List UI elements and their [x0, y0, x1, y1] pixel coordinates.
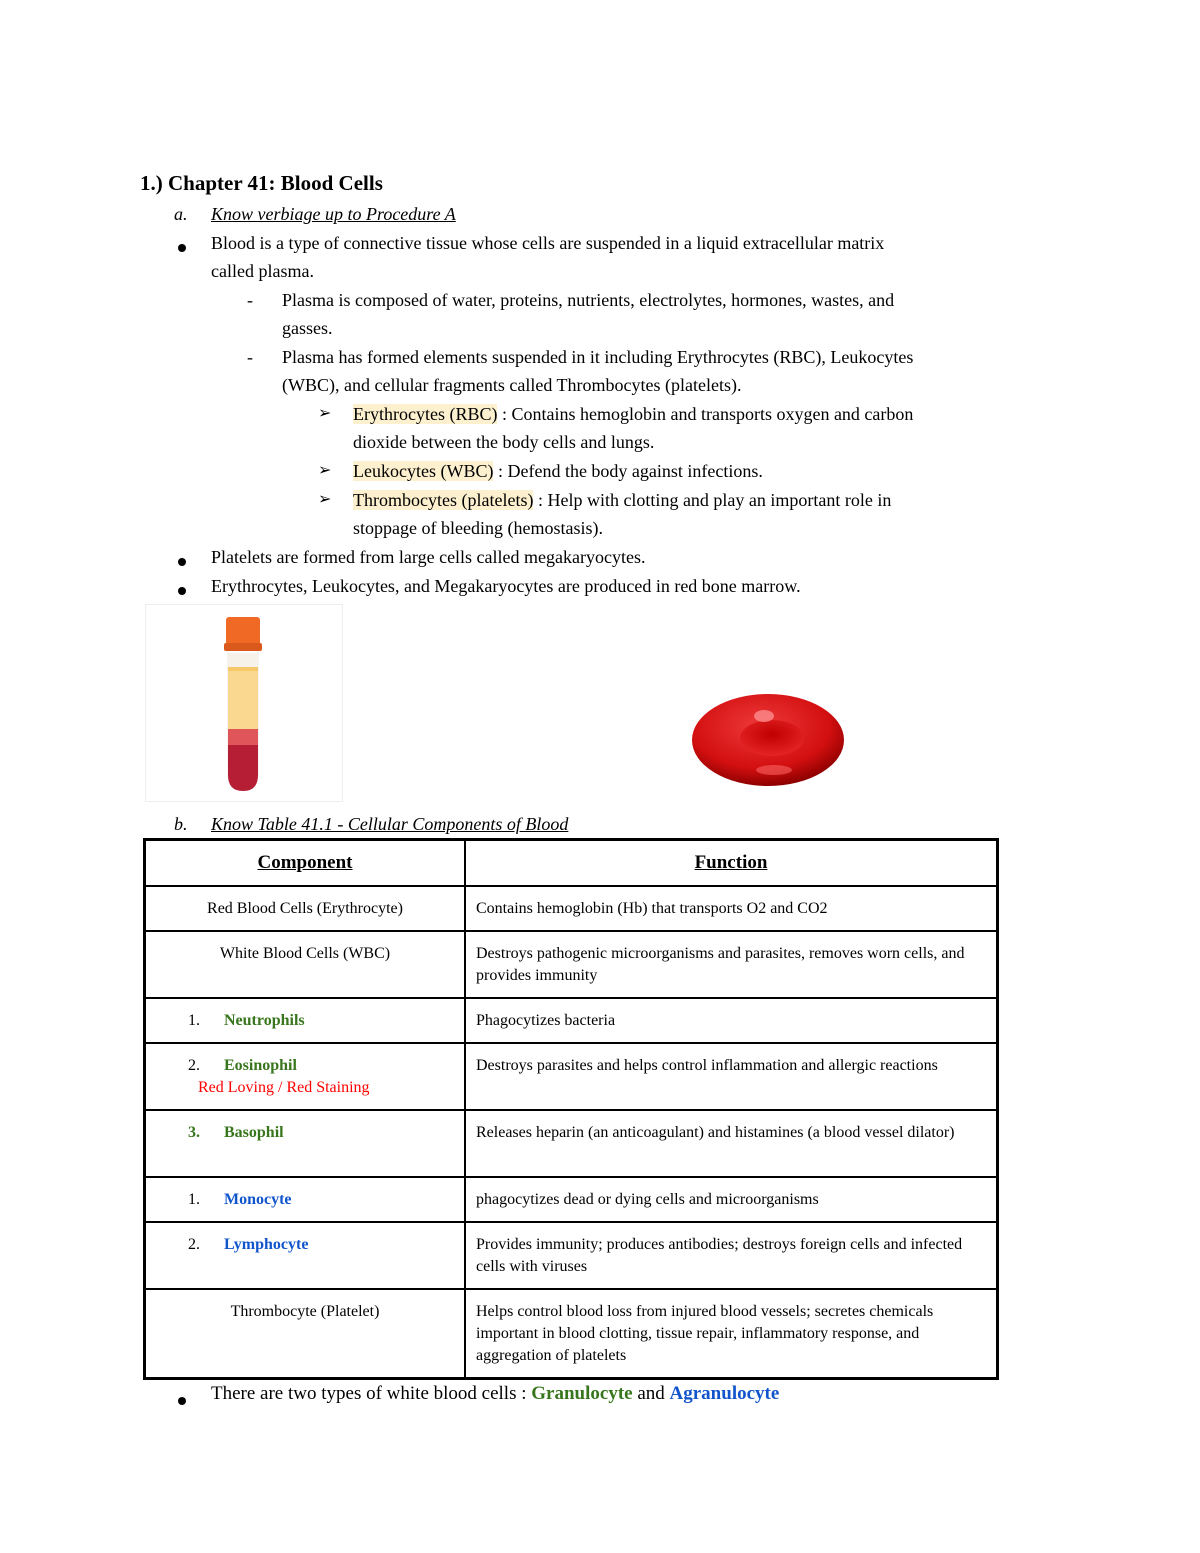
red-blood-cell-image [688, 688, 848, 788]
cellular-components-table [143, 838, 999, 1380]
blood-tube-image [145, 604, 343, 802]
cell-name-neutrophils: Neutrophils [224, 1012, 305, 1029]
item-number: 2. [188, 1236, 200, 1253]
arrow-item-platelets [353, 486, 891, 514]
dash-marker: - [247, 347, 253, 367]
item-a-text: Know verbiage up to Procedure A [211, 204, 456, 224]
cell-function: Contains hemoglobin (Hb) that transports O2 and CO2 [465, 886, 998, 931]
cell-component: Red Blood Cells (Erythrocyte) [145, 886, 466, 931]
arrow-item-rbc [353, 400, 913, 428]
list-marker-a: a. [174, 204, 188, 224]
eosinophil-note: Red Loving / Red Staining [198, 1079, 370, 1096]
cell-component [145, 1177, 466, 1222]
sub1-line1: Plasma is composed of water, proteins, nutrients, electrolytes, hormones, wastes, and [282, 290, 895, 310]
item-number: 1. [188, 1012, 200, 1029]
cell-component [145, 1043, 466, 1110]
item-b-text: Know Table 41.1 - Cellular Components of Blood [211, 814, 569, 834]
cell-function: Provides immunity; produces antibodies; destroys foreign cells and infected cells with viruses [465, 1222, 998, 1289]
term-leukocytes: Leukocytes (WBC) [353, 461, 494, 481]
cell-name-basophil: Basophil [224, 1124, 284, 1141]
cell-name-monocyte: Monocyte [224, 1191, 292, 1208]
sub1-line2: gasses. [282, 318, 333, 338]
item-number: 3. [188, 1124, 200, 1141]
bullet4-and: and [632, 1383, 670, 1404]
arrow-marker: ➢ [318, 462, 332, 479]
item-number: 1. [188, 1191, 200, 1208]
dash-marker: - [247, 290, 253, 310]
cell-component [145, 998, 466, 1043]
table-row [145, 931, 998, 998]
table-row [145, 1289, 998, 1378]
cell-function: phagocytizes dead or dying cells and microorganisms [465, 1177, 998, 1222]
table-header-row [145, 840, 998, 887]
cell-function: Releases heparin (an anticoagulant) and histamines (a blood vessel dilator) [465, 1110, 998, 1177]
arrow-item-platelets-line2: stoppage of bleeding (hemostasis). [353, 518, 603, 538]
bullet4-prefix: There are two types of white blood cells : [211, 1383, 532, 1404]
bullet-dot [178, 1392, 186, 1410]
item-number: 2. [188, 1057, 200, 1074]
agranulocyte-term: Agranulocyte [669, 1383, 780, 1404]
cell-component: White Blood Cells (WBC) [145, 931, 466, 998]
arrow-item-rbc-line2: dioxide between the body cells and lungs. [353, 432, 655, 452]
cell-function: Destroys parasites and helps control inflammation and allergic reactions [465, 1043, 998, 1110]
term-erythrocytes: Erythrocytes (RBC) [353, 404, 498, 424]
table-row [145, 886, 998, 931]
bullet3-text: Erythrocytes, Leukocytes, and Megakaryocytes are produced in red bone marrow. [211, 576, 801, 596]
cell-function: Phagocytizes bacteria [465, 998, 998, 1043]
bullet1-line1: Blood is a type of connective tissue whose cells are suspended in a liquid extracellular matrix [211, 233, 885, 253]
bullet-dot [178, 239, 186, 257]
table-row [145, 1110, 998, 1177]
bullet-dot [178, 582, 186, 600]
arrow-marker: ➢ [318, 491, 332, 508]
arrow-item-text: : Defend the body against infections. [493, 461, 763, 481]
cell-component: Thrombocyte (Platelet) [145, 1289, 466, 1378]
arrow-item-text: : Help with clotting and play an important role in [533, 490, 892, 510]
cell-component [145, 1222, 466, 1289]
sub2-line2: (WBC), and cellular fragments called Thrombocytes (platelets). [282, 375, 742, 395]
arrow-marker: ➢ [318, 405, 332, 422]
bullet4-text [211, 1380, 779, 1408]
cell-name-lymphocyte: Lymphocyte [224, 1236, 309, 1253]
arrow-item-text: : Contains hemoglobin and transports oxygen and carbon [497, 404, 914, 424]
cell-function: Destroys pathogenic microorganisms and parasites, removes worn cells, and provides immunity [465, 931, 998, 998]
header-component: Component [145, 840, 466, 887]
table-row [145, 1043, 998, 1110]
cell-function: Helps control blood loss from injured blood vessels; secretes chemicals important in blood clotting, tissue repair, inflammatory response, and aggregation of platelets [465, 1289, 998, 1378]
cell-component [145, 1110, 466, 1177]
bullet-dot [178, 553, 186, 571]
term-thrombocytes: Thrombocytes (platelets) [353, 490, 534, 510]
list-marker-b: b. [174, 814, 188, 834]
bullet1-line2: called plasma. [211, 261, 314, 281]
table-row [145, 1177, 998, 1222]
header-function: Function [465, 840, 998, 887]
table-row [145, 1222, 998, 1289]
sub2-line1: Plasma has formed elements suspended in it including Erythrocytes (RBC), Leukocytes [282, 347, 914, 367]
chapter-heading: 1.) Chapter 41: Blood Cells [140, 171, 383, 195]
cell-name-eosinophil: Eosinophil [224, 1057, 297, 1074]
granulocyte-term: Granulocyte [531, 1383, 633, 1404]
arrow-item-wbc [353, 457, 763, 485]
table-row [145, 998, 998, 1043]
bullet2-text: Platelets are formed from large cells called megakaryocytes. [211, 547, 646, 567]
